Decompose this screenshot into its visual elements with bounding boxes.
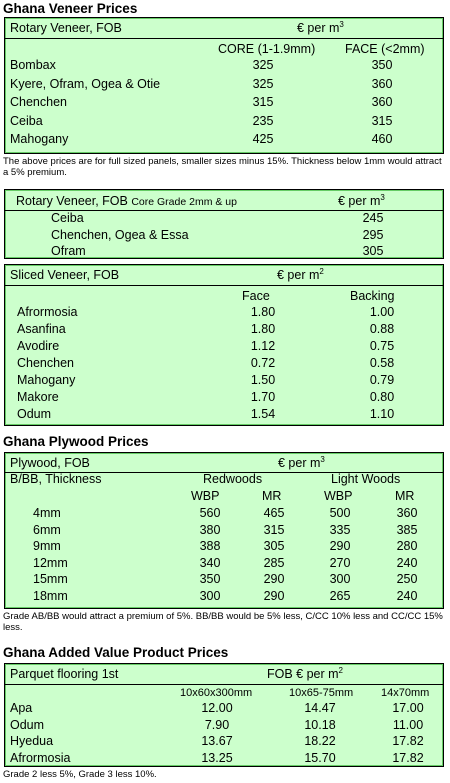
species-name: Chenchen: [10, 95, 67, 109]
face-price: 1.70: [250, 390, 276, 404]
plywood-row: [5, 571, 443, 588]
thickness: 12mm: [33, 555, 68, 570]
mr-light-price: 240: [396, 588, 418, 603]
mr-red-price: 285: [263, 555, 285, 570]
price-14x70: 11.00: [392, 717, 424, 732]
parquet-unit: FOB € per $m^2$: [267, 666, 343, 681]
plywood-row: [5, 522, 443, 539]
species-name: Afrormosia: [10, 750, 71, 765]
price-10x60x300: 12.00: [201, 701, 233, 715]
species-name: Asanfina: [17, 322, 66, 336]
species-name: Ofram: [51, 244, 86, 258]
plywood-row: [5, 588, 443, 605]
face-price: 460: [371, 132, 393, 146]
plywood-col-wbp-red: WBP: [191, 489, 220, 503]
mr-light-price: 360: [396, 506, 418, 520]
core-price: 235: [252, 113, 274, 128]
parquet-label: Parquet flooring 1st: [10, 667, 119, 681]
sliced-row: [5, 304, 443, 321]
backing-price: 1.00: [369, 305, 395, 319]
species-name: Makore: [17, 390, 59, 404]
plywood-col-mr-red: MR: [262, 489, 282, 503]
rotary-core-label: Rotary Veneer, FOB Core Grade 2mm & up: [16, 194, 237, 208]
rotary-core-unit: € per $m^3$: [338, 193, 385, 208]
species-name: Mahogany: [10, 132, 69, 146]
parquet-col-1: 10x60x300mm: [180, 687, 253, 699]
core-price: 295: [362, 227, 384, 242]
face-price: 1.80: [250, 322, 276, 336]
sliced-row: [5, 355, 443, 372]
sliced-unit: € per $m^2$: [277, 267, 324, 282]
sliced-col-backing: Backing: [350, 289, 395, 303]
face-price: 0.72: [250, 356, 276, 370]
core-price: 425: [252, 132, 274, 146]
species-name: Ceiba: [51, 211, 84, 225]
sliced-row: [5, 389, 443, 406]
rotary-col-face: FACE (<2mm): [345, 42, 425, 56]
price-10x60x300: 13.67: [201, 734, 233, 748]
backing-price: 0.88: [369, 322, 395, 336]
veneer-title: Ghana Veneer Prices: [3, 1, 138, 16]
rotary-core-table: [4, 189, 444, 259]
rotary-row: [5, 113, 443, 130]
backing-price: 1.10: [369, 407, 395, 421]
sliced-label: Sliced Veneer, FOB: [10, 268, 120, 282]
rotary-row: [5, 131, 443, 148]
mr-light-price: 280: [396, 539, 418, 553]
rotary-col-core: CORE (1-1.9mm): [218, 42, 316, 56]
species-name: Avodire: [17, 339, 60, 353]
species-name: Afrormosia: [17, 305, 78, 319]
plywood-row: [5, 505, 443, 522]
sliced-veneer-table: [4, 264, 444, 426]
mr-red-price: 315: [263, 522, 285, 537]
rotary-veneer-table: [4, 17, 444, 154]
mr-red-price: 290: [263, 588, 285, 603]
species-name: Chenchen, Ogea & Essa: [51, 227, 189, 242]
price-14x70: 17.00: [392, 701, 424, 715]
parquet-col-3: 14x70mm: [381, 687, 430, 699]
added-value-note: Grade 2 less 5%, Grade 3 less 10%.: [3, 769, 157, 780]
rotary-note: The above prices are for full sized panels, smaller sizes minus 15%. Thickness below 1mm would attract a 5% premium.: [3, 156, 442, 178]
wbp-red-price: 350: [199, 572, 221, 586]
price-14x70: 17.82: [392, 750, 424, 765]
sliced-row: [5, 406, 443, 423]
species-name: Odum: [10, 717, 45, 732]
wbp-light-price: 300: [329, 572, 351, 586]
species-name: Apa: [10, 701, 33, 715]
added-value-title: Ghana Added Value Product Prices: [3, 645, 229, 660]
core-price: 315: [252, 95, 274, 109]
sliced-row: [5, 321, 443, 338]
species-name: Kyere, Ofram, Ogea & Otie: [10, 76, 161, 91]
parquet-row: [5, 733, 443, 750]
wbp-light-price: 335: [329, 522, 351, 537]
price-10x60x300: 7.90: [204, 717, 230, 732]
rotary-label: Rotary Veneer, FOB: [10, 21, 122, 35]
parquet-row: [5, 700, 443, 717]
mr-light-price: 250: [396, 572, 418, 586]
rotary-row: [5, 76, 443, 93]
wbp-red-price: 560: [199, 506, 221, 520]
species-name: Hyedua: [10, 734, 54, 748]
backing-price: 0.58: [369, 356, 395, 370]
wbp-red-price: 380: [199, 522, 221, 537]
face-price: 1.54: [250, 407, 276, 421]
wbp-light-price: 265: [329, 588, 351, 603]
rotary-core-row: [5, 210, 443, 227]
wbp-light-price: 290: [329, 539, 351, 553]
wbp-red-price: 388: [199, 539, 221, 553]
species-name: Bombax: [10, 58, 56, 72]
species-name: Chenchen: [17, 356, 74, 370]
plywood-row: [5, 555, 443, 572]
mr-light-price: 240: [396, 555, 418, 570]
thickness: 18mm: [33, 588, 68, 603]
plywood-col-mr-light: MR: [395, 489, 415, 503]
face-price: 1.50: [250, 373, 276, 387]
face-price: 315: [371, 113, 393, 128]
sliced-row: [5, 372, 443, 389]
parquet-table: [4, 663, 444, 767]
plywood-group-lightwoods: Light Woods: [331, 472, 401, 486]
wbp-light-price: 270: [329, 555, 351, 570]
core-price: 325: [252, 58, 274, 72]
price-10x65-75: 14.47: [304, 701, 336, 715]
parquet-row: [5, 717, 443, 734]
mr-red-price: 290: [263, 572, 285, 586]
wbp-light-price: 500: [329, 506, 351, 520]
core-price: 245: [362, 211, 384, 225]
thickness: 9mm: [33, 539, 61, 553]
core-price: 325: [252, 76, 274, 91]
price-10x65-75: 18.22: [304, 734, 336, 748]
rotary-row: [5, 94, 443, 111]
plywood-group-redwoods: Redwoods: [203, 472, 263, 486]
backing-price: 0.80: [369, 390, 395, 404]
species-name: Ceiba: [10, 113, 43, 128]
plywood-col-wbp-light: WBP: [324, 489, 353, 503]
thickness: 15mm: [33, 572, 68, 586]
mr-red-price: 465: [263, 506, 285, 520]
parquet-row: [5, 750, 443, 767]
plywood-table: [4, 452, 444, 609]
price-14x70: 17.82: [392, 734, 424, 748]
price-10x60x300: 13.25: [201, 750, 233, 765]
wbp-red-price: 300: [199, 588, 221, 603]
plywood-label: Plywood, FOB: [10, 456, 90, 470]
plywood-title: Ghana Plywood Prices: [3, 434, 149, 449]
core-price: 305: [362, 244, 384, 258]
rotary-core-row: [5, 243, 443, 260]
face-price: 360: [371, 76, 393, 91]
price-10x65-75: 10.18: [304, 717, 336, 732]
species-name: Mahogany: [17, 373, 76, 387]
wbp-red-price: 340: [199, 555, 221, 570]
price-10x65-75: 15.70: [304, 750, 336, 765]
thickness: 4mm: [33, 506, 61, 520]
plywood-unit: € per $m^3$: [278, 455, 325, 470]
plywood-row: [5, 538, 443, 555]
face-price: 1.80: [250, 305, 276, 319]
parquet-col-2: 10x65-75mm: [289, 687, 354, 699]
thickness: 6mm: [33, 522, 61, 537]
face-price: 1.12: [250, 339, 276, 353]
sliced-row: [5, 338, 443, 355]
sliced-col-face: Face: [242, 289, 270, 303]
mr-light-price: 385: [396, 522, 418, 537]
plywood-note: Grade AB/BB would attract a premium of 5%. BB/BB would be 5% less, C/CC 10% less and CC/CC 15% less.: [3, 611, 443, 633]
backing-price: 0.75: [369, 339, 395, 353]
face-price: 360: [371, 95, 393, 109]
rotary-row: [5, 57, 443, 74]
face-price: 350: [371, 58, 393, 72]
mr-red-price: 305: [263, 539, 285, 553]
plywood-thickness-label: B/BB, Thickness: [10, 472, 102, 486]
backing-price: 0.79: [369, 373, 395, 387]
rotary-unit: € per $m^3$: [297, 20, 344, 35]
rotary-core-row: [5, 227, 443, 244]
species-name: Odum: [17, 407, 52, 421]
